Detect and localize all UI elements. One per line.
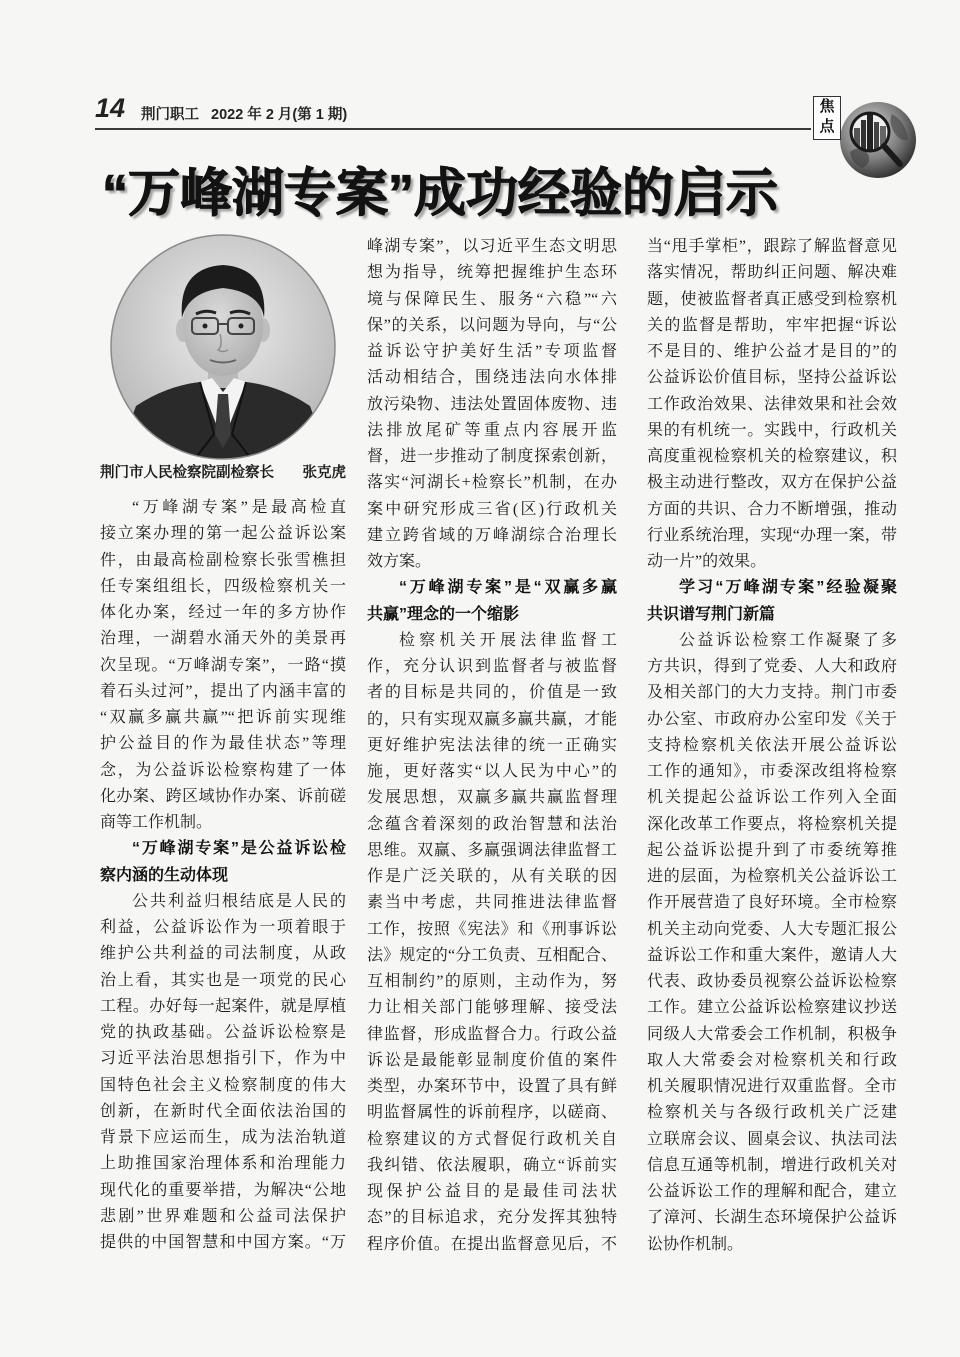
focus-label-char: 焦 bbox=[819, 98, 835, 115]
body-line: 的，只有实现双赢多赢共赢，才能 bbox=[367, 710, 617, 728]
body-line: 明监督属性的诉前程序，以磋商、 bbox=[367, 1104, 617, 1122]
body-line: 创新，在新时代全面依法治国的 bbox=[100, 1102, 346, 1120]
body-line: “双赢多赢共赢”“把诉前实现维 bbox=[100, 709, 346, 726]
body-line: 素当中考虑，共同推进法律监督 bbox=[367, 894, 617, 912]
body-line: 体化办案，经过一年的多方协作 bbox=[100, 604, 346, 621]
body-line: 工作。建立公益诉讼检察建议抄送 bbox=[647, 999, 897, 1017]
body-line: 极主动进行整改，双方在保护公益 bbox=[647, 474, 897, 492]
body-line: 提供的中国智慧和中国方案。“万 bbox=[100, 1234, 346, 1251]
body-line: 进的层面，为检察机关公益诉讼工 bbox=[647, 868, 897, 885]
body-line: 念蕴含着深刻的政治智慧和法治 bbox=[367, 815, 617, 833]
body-line: 不是目的、维护公益才是目的”的 bbox=[647, 343, 897, 360]
body-line: 益诉讼工作和重大案件，邀请人大 bbox=[647, 946, 897, 964]
author-portrait bbox=[110, 234, 336, 460]
section-heading-line: “万峰湖专案”是“双赢多赢 bbox=[399, 579, 617, 597]
body-line: 落实情况，帮助纠正问题、解决难 bbox=[647, 264, 897, 282]
body-line: 党的执政基础。公益诉讼检察是 bbox=[100, 1024, 346, 1041]
body-line: 益诉讼守护美好生活”专项监督 bbox=[367, 343, 617, 360]
body-line: 次呈现。“万峰湖专案”，一路“摸 bbox=[100, 656, 346, 674]
body-line: 现代化的重要举措，为解决“公地 bbox=[100, 1181, 346, 1199]
article-column-2 bbox=[367, 234, 617, 1258]
body-line: 方面的共识、合力不断增强，推动 bbox=[647, 500, 897, 518]
body-line: 我纠错、依法履职，确立“诉前实 bbox=[367, 1156, 617, 1174]
body-line: 力让相关部门能够理解、接受法 bbox=[367, 999, 617, 1017]
body-line: 检察机关与各级行政机关广泛建 bbox=[647, 1104, 897, 1122]
section-heading-line: 共赢”理念的一个缩影 bbox=[367, 605, 520, 623]
body-line: 治理，一湖碧水涌天外的美景再 bbox=[100, 630, 346, 648]
body-line: 背景下应运而生，成为法治轨道 bbox=[100, 1129, 346, 1146]
body-line: 深化改革工作要点，将检察机关提 bbox=[647, 815, 897, 833]
body-line: 思维。双赢、多赢强调法律监督工 bbox=[367, 841, 617, 859]
article-column-1 bbox=[100, 495, 346, 1256]
body-line: 建立跨省域的万峰湖综合治理长 bbox=[367, 526, 617, 544]
article-column-3 bbox=[647, 234, 897, 1258]
focus-badge bbox=[810, 92, 916, 182]
body-line: 发展思想，双赢多赢共赢监督理 bbox=[367, 789, 617, 807]
article-title: “万峰湖专案”成功经验的启示 bbox=[102, 165, 779, 223]
body-line: 工作的通知》，市委深改组将检察 bbox=[647, 763, 897, 780]
body-line: 督，进一步推动了制度探索创新， bbox=[367, 448, 617, 465]
page-number: 14 bbox=[95, 93, 126, 123]
body-line: 关的监督是帮助，牢牢把握“诉讼 bbox=[647, 316, 897, 334]
body-line: 方共识，得到了党委、人大和政府 bbox=[647, 658, 897, 675]
body-line: 工程。办好每一起案件，就是厚植 bbox=[100, 997, 346, 1015]
body-line: 作，充分认识到监督者与被监督 bbox=[367, 658, 617, 675]
body-line: 程序价值。在提出监督意见后，不 bbox=[367, 1235, 617, 1253]
portrait-caption bbox=[100, 463, 346, 483]
caption-name: 张克虎 bbox=[302, 465, 346, 481]
body-line: 果的有机统一。实践中，行政机关 bbox=[647, 421, 897, 439]
body-line: 活动相结合，围绕违法向水体排 bbox=[367, 369, 617, 387]
body-line: 案中研究形成三省(区)行政机关 bbox=[367, 500, 617, 518]
body-line: 讼协作机制。 bbox=[647, 1235, 744, 1253]
magazine-name: 荆门职工 bbox=[141, 107, 199, 123]
body-line: 保”的关系，以问题为导向，与“公 bbox=[367, 316, 617, 334]
body-line: 接立案办理的第一起公益诉讼案 bbox=[100, 525, 346, 543]
body-line: 动一片”的效果。 bbox=[647, 553, 767, 570]
focus-label-char: 点 bbox=[819, 118, 835, 135]
body-line: 落实“河湖长+检察长”机制，在办 bbox=[367, 474, 617, 492]
body-line: 立联席会议、圆桌会议、执法司法 bbox=[647, 1130, 897, 1148]
body-line: 机关主动向党委、人大专题汇报公 bbox=[647, 920, 897, 938]
body-line: 公益诉讼检察工作凝聚了多 bbox=[679, 631, 897, 649]
section-heading-line: 共识谱写荆门新篇 bbox=[647, 605, 776, 623]
body-line: 信息互通等机制，增进行政机关对 bbox=[647, 1156, 897, 1174]
focus-label bbox=[813, 96, 841, 140]
body-line: 机关提起公益诉讼工作列入全面 bbox=[647, 789, 897, 807]
section-heading-line: “万峰湖专案”是公益诉讼检 bbox=[132, 840, 346, 858]
body-line: 高度重视检察机关的检察建议，积 bbox=[647, 448, 897, 465]
body-line: 效方案。 bbox=[367, 553, 432, 570]
body-line: 工作政治效果、法律效果和社会效 bbox=[647, 395, 897, 413]
body-line: 检察机关开展法律监督工 bbox=[399, 631, 617, 649]
section-heading-line: 察内涵的生动体现 bbox=[100, 866, 229, 884]
body-line: 取人大常委会对检察机关和行政 bbox=[647, 1051, 897, 1069]
body-line: 护公益目的作为最佳状态”等理 bbox=[100, 735, 346, 753]
body-line: 想为指导，统筹把握维护生态环 bbox=[367, 264, 617, 282]
body-line: 态”的目标追求，充分发挥其独特 bbox=[367, 1209, 617, 1227]
body-line: 更好维护宪法法律的统一正确实 bbox=[367, 736, 617, 754]
body-line: 悲剧”世界难题和公益司法保护 bbox=[100, 1207, 346, 1225]
body-line: 行业系统治理，实现“办理一案，带 bbox=[647, 526, 897, 544]
body-line: 公益诉讼工作的理解和配合，建立 bbox=[647, 1183, 897, 1200]
body-line: 施，更好落实“以人民为中心”的 bbox=[367, 763, 617, 780]
body-line: 类型，办案环节中，设置了具有鲜 bbox=[367, 1078, 617, 1095]
body-line: 化办案、跨区域协作办案、诉前磋 bbox=[100, 787, 346, 805]
body-line: 了漳河、长湖生态环境保护公益诉 bbox=[647, 1209, 897, 1227]
body-line: 支持检察机关依法开展公益诉讼 bbox=[647, 736, 897, 754]
body-line: 题，使被监督者真正感受到检察机 bbox=[647, 290, 897, 308]
body-line: 同级人大常委会工作机制，积极争 bbox=[647, 1025, 897, 1043]
body-line: 诉讼是最能彰显制度价值的案件 bbox=[367, 1051, 617, 1069]
body-line: 现保护公益目的是最佳司法状 bbox=[367, 1183, 617, 1200]
body-line: 放污染物、违法处置固体废物、违 bbox=[367, 395, 617, 413]
body-line: 起公益诉讼提升到了市委统筹推 bbox=[647, 841, 897, 859]
body-line: 互相制约”的原则，主动作为，努 bbox=[367, 973, 617, 990]
body-line: 公益诉讼价值目标，坚持公益诉讼 bbox=[647, 369, 897, 387]
body-line: 代表、政协委员视察公益诉讼检察 bbox=[647, 973, 897, 990]
body-line: 办公室、市政府办公室印发《关于 bbox=[647, 710, 897, 728]
body-line: 作是广泛关联的，从有关联的因 bbox=[367, 868, 617, 885]
body-line: 公共利益归根结底是人民的 bbox=[132, 892, 346, 910]
body-line: 检察建议的方式督促行政机关自 bbox=[367, 1130, 617, 1148]
body-line: 任专案组组长，四级检察机关一 bbox=[100, 577, 346, 595]
body-line: 工作，按照《宪法》和《刑事诉讼 bbox=[367, 920, 617, 938]
body-line: 机关履职情况进行双重监督。全市 bbox=[647, 1078, 897, 1095]
body-line: 念，为公益诉讼检察构建了一体 bbox=[100, 761, 346, 779]
body-line: 利益，公益诉讼作为一项着眼于 bbox=[100, 919, 346, 936]
body-line: 法》规定的“分工负责、互相配合、 bbox=[367, 946, 617, 964]
body-line: 及相关部门的大力支持。荆门市委 bbox=[647, 684, 897, 702]
body-line: 当“甩手掌柜”，跟踪了解监督意见 bbox=[647, 238, 897, 255]
body-line: 律监督，形成监督合力。行政公益 bbox=[367, 1025, 617, 1043]
body-line: 上助推国家治理体系和治理能力 bbox=[100, 1155, 346, 1173]
caption-role: 荆门市人民检察院副检察长 bbox=[100, 465, 274, 481]
body-line: 着石头过河”，提出了内涵丰富的 bbox=[100, 682, 346, 700]
issue-date: 2022 年 2 月(第 1 期) bbox=[211, 107, 348, 123]
body-line: 维护公共利益的司法制度，从政 bbox=[100, 945, 346, 963]
header-divider bbox=[95, 128, 811, 130]
body-line: 国特色社会主义检察制度的伟大 bbox=[100, 1076, 346, 1094]
body-line: “万峰湖专案”是最高检直 bbox=[132, 499, 346, 516]
body-line: 峰湖专案”，以习近平生态文明思 bbox=[367, 238, 617, 255]
body-line: 习近平法治思想指引下，作为中 bbox=[100, 1050, 346, 1068]
section-heading-line: 学习“万峰湖专案”经验凝聚 bbox=[679, 579, 897, 597]
body-line: 作开展营造了良好环境。全市检察 bbox=[647, 894, 897, 912]
masthead bbox=[141, 103, 347, 124]
body-line: 者的目标是共同的，价值是一致 bbox=[367, 684, 617, 702]
body-line: 治上看，其实也是一项党的民心 bbox=[100, 971, 346, 989]
body-line: 境与保障民生、服务“六稳”“六 bbox=[367, 290, 617, 308]
body-line: 商等工作机制。 bbox=[100, 814, 213, 831]
body-line: 件，由最高检副检察长张雪樵担 bbox=[100, 551, 346, 569]
body-line: 法排放尾矿等重点内容展开监 bbox=[367, 421, 617, 439]
